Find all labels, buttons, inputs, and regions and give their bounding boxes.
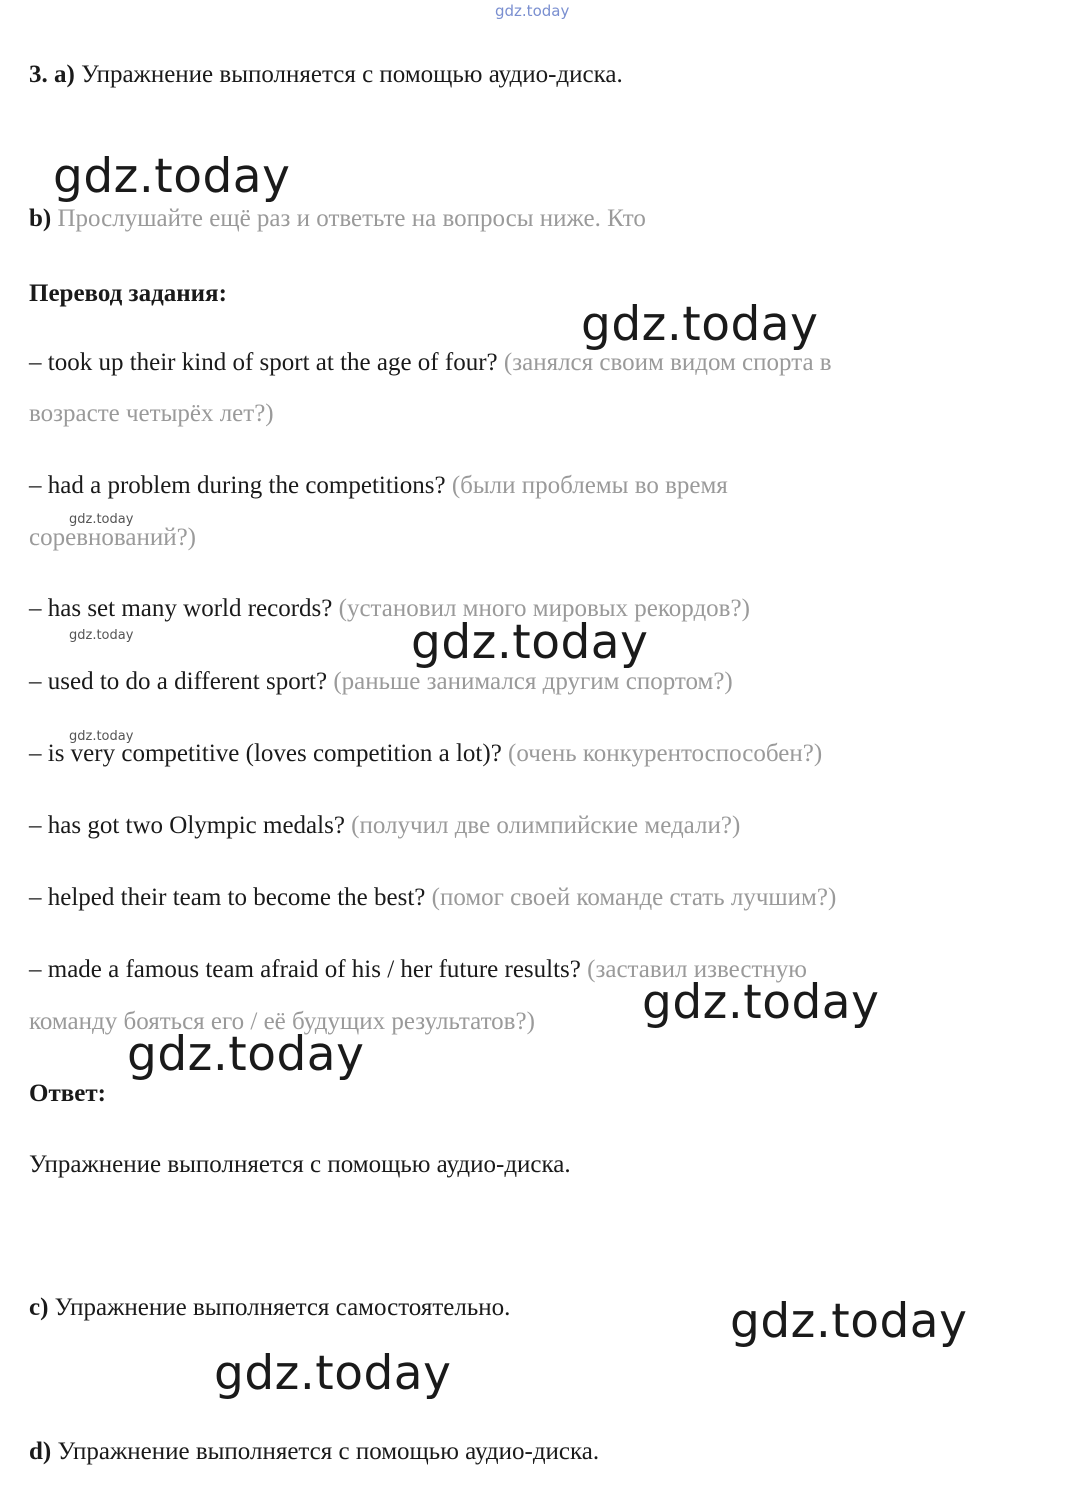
watermark-small-2: gdz.today <box>69 628 134 643</box>
part-d-line <box>29 1439 599 1464</box>
question-2 <box>29 473 728 498</box>
question-3-ru: (установил много мировых рекордов?) <box>338 595 750 622</box>
part-a-line <box>29 62 623 87</box>
watermark-3: gdz.today <box>411 615 649 670</box>
question-3 <box>29 596 750 621</box>
part-d-label: d) <box>29 1438 52 1465</box>
answer-text: Упражнение выполняется с помощью аудио-диска. <box>29 1151 571 1178</box>
question-8 <box>29 957 807 982</box>
question-5 <box>29 741 822 766</box>
question-2-ru-cont: соревнований?) <box>29 524 197 551</box>
question-1-en: – took up their kind of sport at the age of four? <box>29 349 498 376</box>
part-c-label: c) <box>29 1294 49 1321</box>
watermark-1: gdz.today <box>53 149 291 204</box>
watermark-small-1: gdz.today <box>69 512 134 527</box>
part-b-line <box>29 206 646 231</box>
question-8-en: – made a famous team afraid of his / her future results? <box>29 956 581 983</box>
question-4-ru: (раньше занимался другим спортом?) <box>333 668 733 695</box>
watermark-top: gdz.today <box>495 2 570 20</box>
question-2-ru: (были проблемы во время <box>451 472 728 499</box>
question-4 <box>29 669 733 694</box>
watermark-5: gdz.today <box>127 1027 365 1082</box>
part-c-line <box>29 1295 510 1320</box>
question-6-ru: (получил две олимпийские медали?) <box>351 812 741 839</box>
part-a-label: 3. a) <box>29 61 75 88</box>
part-b-text: Прослушайте ещё раз и ответьте на вопросы ниже. Кто <box>57 205 646 232</box>
question-1-ru: (занялся своим видом спорта в <box>503 349 832 376</box>
question-8-ru: (заставил известную <box>587 956 807 983</box>
part-c-text: Упражнение выполняется самостоятельно. <box>54 1294 511 1321</box>
answer-heading: Ответ: <box>29 1080 106 1107</box>
watermark-2: gdz.today <box>581 297 819 352</box>
question-1-ru-cont: возрасте четырёх лет?) <box>29 400 274 427</box>
watermark-small-3: gdz.today <box>69 729 134 744</box>
part-a-text: Упражнение выполняется с помощью аудио-диска. <box>81 61 623 88</box>
watermark-4: gdz.today <box>642 975 880 1030</box>
question-4-en: – used to do a different sport? <box>29 668 328 695</box>
part-b-label: b) <box>29 205 52 232</box>
question-8-ru-cont: команду бояться его / её будущих результатов?) <box>29 1008 535 1035</box>
translation-heading: Перевод задания: <box>29 280 227 307</box>
question-2-en: – had a problem during the competitions? <box>29 472 446 499</box>
question-6 <box>29 813 740 838</box>
watermark-7: gdz.today <box>214 1346 452 1401</box>
question-7-en: – helped their team to become the best? <box>29 884 426 911</box>
question-5-ru: (очень конкурентоспособен?) <box>508 740 823 767</box>
watermark-6: gdz.today <box>730 1294 968 1349</box>
question-6-en: – has got two Olympic medals? <box>29 812 345 839</box>
question-7-ru: (помог своей команде стать лучшим?) <box>431 884 837 911</box>
part-d-text: Упражнение выполняется с помощью аудио-диска. <box>57 1438 600 1465</box>
question-1 <box>29 350 832 375</box>
question-3-en: – has set many world records? <box>29 595 333 622</box>
question-7 <box>29 885 836 910</box>
question-5-en: – is very competitive (loves competition a lot)? <box>29 740 502 767</box>
